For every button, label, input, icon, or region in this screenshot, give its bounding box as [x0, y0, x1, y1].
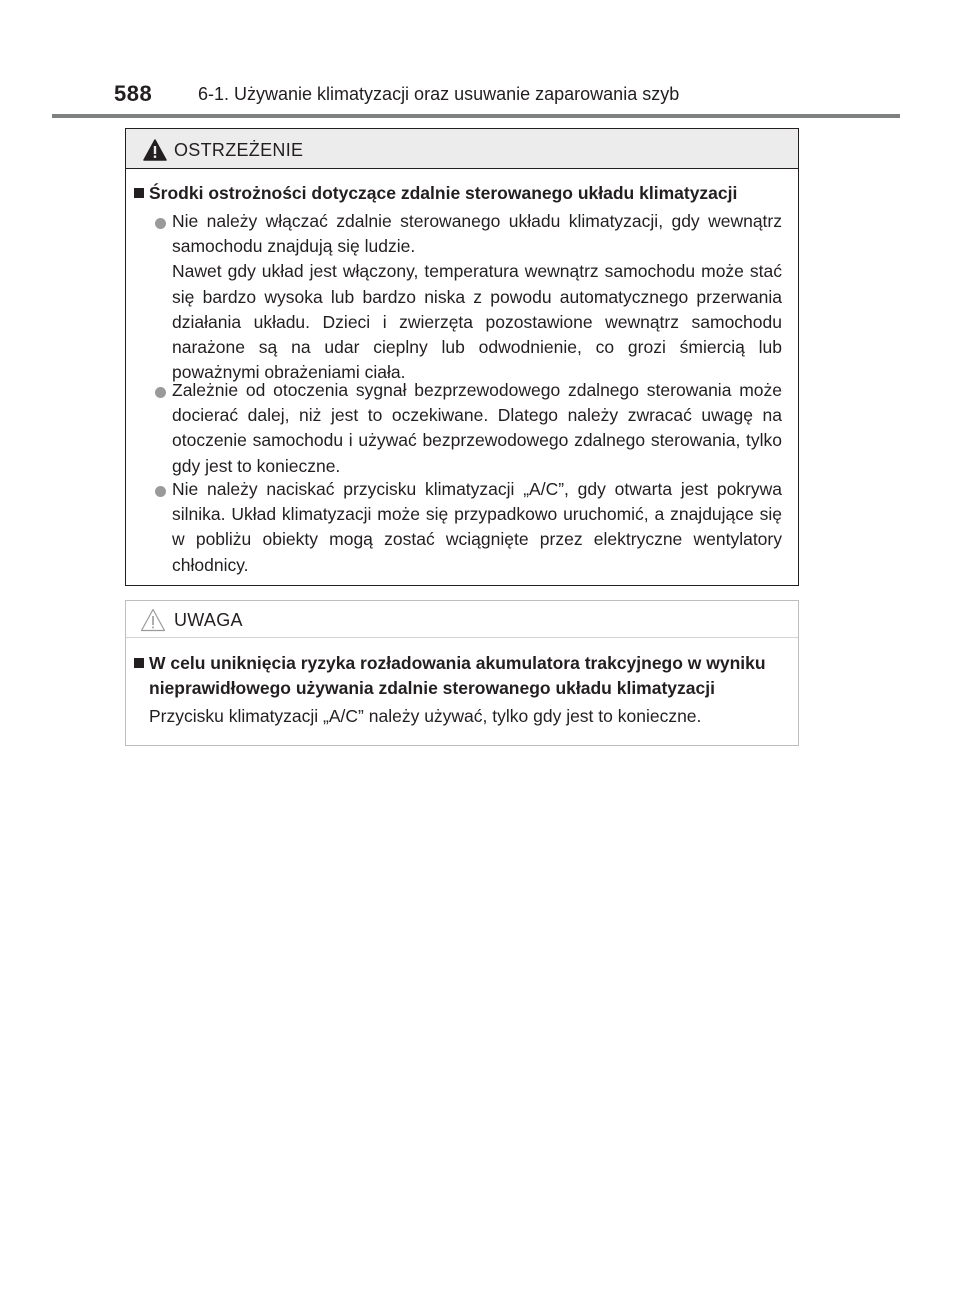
bullet-dot: [155, 387, 166, 398]
warning-bullet-3: Nie należy naciskać przycisku klimatyzacji „A/C”, gdy otwarta jest pokrywa silnika. Układ klimatyzacji może się przypadkowo uruchomić, a znajdujące się w pobliżu obiekty mogą zostać wciągnięte przez elektryczne wentylatory chłodnicy.: [172, 479, 782, 575]
warning-bullet-1-continuation: Nawet gdy układ jest włączony, temperatura wewnątrz samochodu może stać się bardzo wysoka lub bardzo niska z powodu automatycznego przerwania działania układu. Dzieci i zwierzęta pozostawione wewnątrz samochodu narażone są na udar cieplny lub odwodnienie, co grozi śmiercią lub poważnymi obrażeniami ciała.: [172, 261, 782, 383]
notice-heading: W celu uniknięcia ryzyka rozładowania akumulatora trakcyjnego w wyniku nieprawidłowego używania zdalnie sterowanego układu klimatyzacji: [149, 653, 766, 698]
bullet-dot: [155, 218, 166, 229]
warning-bullet-2: Zależnie od otoczenia sygnał bezprzewodowego zdalnego sterowania może docierać dalej, niż jest to oczekiwane. Dlatego należy zwracać uwagę na otoczenie samochodu i używać bezprzewodowego zdalnego sterowania, tylko gdy jest to konieczne.: [172, 380, 782, 476]
warning-triangle-filled-icon: [143, 139, 167, 161]
warning-box-header: [126, 129, 798, 169]
page-header: [52, 76, 900, 118]
notice-text: Przycisku klimatyzacji „A/C” należy używać, tylko gdy jest to konieczne.: [149, 706, 702, 726]
warning-heading: Środki ostrożności dotyczące zdalnie sterowanego układu klimatyzacji: [149, 183, 738, 203]
notice-box-header: [126, 601, 798, 638]
warning-box: [125, 128, 799, 586]
bullet-dot: [155, 486, 166, 497]
warning-bullet-1-text: Nie należy włączać zdalnie sterowanego układu klimatyzacji, gdy wewnątrz samochodu znajdują się ludzie.: [172, 211, 782, 257]
section-square-marker: [134, 658, 144, 668]
warning-bullet-1: [172, 209, 782, 385]
notice-box: [125, 600, 799, 746]
page-number: 588: [114, 81, 153, 106]
warning-title: OSTRZEŻENIE: [174, 140, 304, 160]
notice-title: UWAGA: [174, 610, 243, 630]
section-square-marker: [134, 188, 144, 198]
warning-triangle-outline-icon: [140, 608, 166, 632]
section-title: 6-1. Używanie klimatyzacji oraz usuwanie zaparowania szyb: [198, 84, 680, 104]
